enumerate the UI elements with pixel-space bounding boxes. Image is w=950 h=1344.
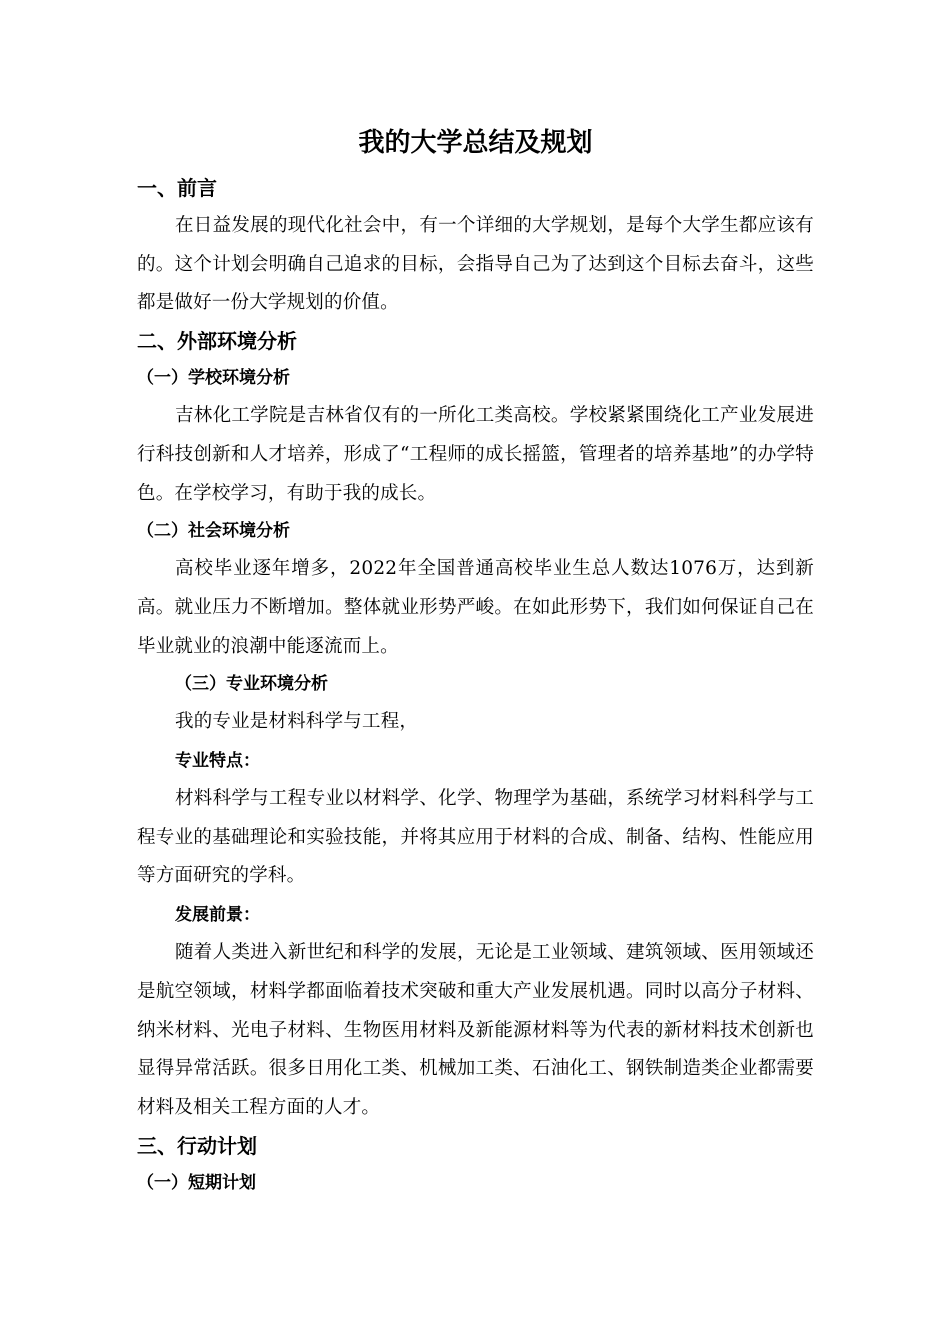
paragraph-preface: 在日益发展的现代化社会中，有一个详细的大学规划，是每个大学生都应该有的。这个计划会明确自己追求的目标，会指导自己为了达到这个目标去奋斗，这些都是做好一份大学规划的价值。 [137, 215, 814, 314]
paragraph-major-features: 材料科学与工程专业以材料学、化学、物理学为基础，系统学习材料科学与工程专业的基础理论和实验技能，并将其应用于材料的合成、制备、结构、性能应用等方面研究的学科。 [137, 788, 814, 887]
document-title: 我的大学总结及规划 [358, 128, 593, 158]
document-page [137, 118, 814, 1202]
section-heading-preface: 一、前言 [137, 176, 217, 200]
subsection-heading-school: （一）学校环境分析 [137, 368, 290, 389]
paragraph-society: 高校毕业逐年增多，2022年全国普通高校毕业生总人数达1076万，达到新高。就业压力不断增加。整体就业形势严峻。在如此形势下，我们如何保证自己在毕业就业的浪潮中能逐流而上。 [137, 558, 814, 657]
paragraph-major-intro: 我的专业是材料科学与工程， [175, 711, 419, 733]
subsection-heading-major: （三）专业环境分析 [175, 674, 328, 695]
section-heading-action-plan: 三、行动计划 [137, 1133, 257, 1158]
subsection-heading-society: （二）社会环境分析 [137, 521, 290, 542]
heading-development-prospects: 发展前景： [175, 905, 260, 926]
paragraph-school: 吉林化工学院是吉林省仅有的一所化工类高校。学校紧紧围绕化工产业发展进行科技创新和人才培养，形成了“工程师的成长摇篮，管理者的培养基地”的办学特色。在学校学习，有助于我的成长。 [137, 405, 814, 504]
heading-major-features: 专业特点： [175, 751, 260, 772]
section-heading-external-analysis: 二、外部环境分析 [137, 329, 297, 354]
subsection-heading-short-term: （一）短期计划 [137, 1172, 256, 1193]
paragraph-development-prospects: 随着人类进入新世纪和科学的发展，无论是工业领域、建筑领域、医用领域还是航空领域，材料学都面临着技术突破和重大产业发展机遇。同时以高分子材料、纳米材料、光电子材料、生物医用材料及新能源材料等为代表的新材料技术创新也显得异常活跃。很多日用化工类、机械加工类、石油化工、钢铁制造类企业都需要材料及相关工程方面的人才。 [137, 942, 814, 1118]
